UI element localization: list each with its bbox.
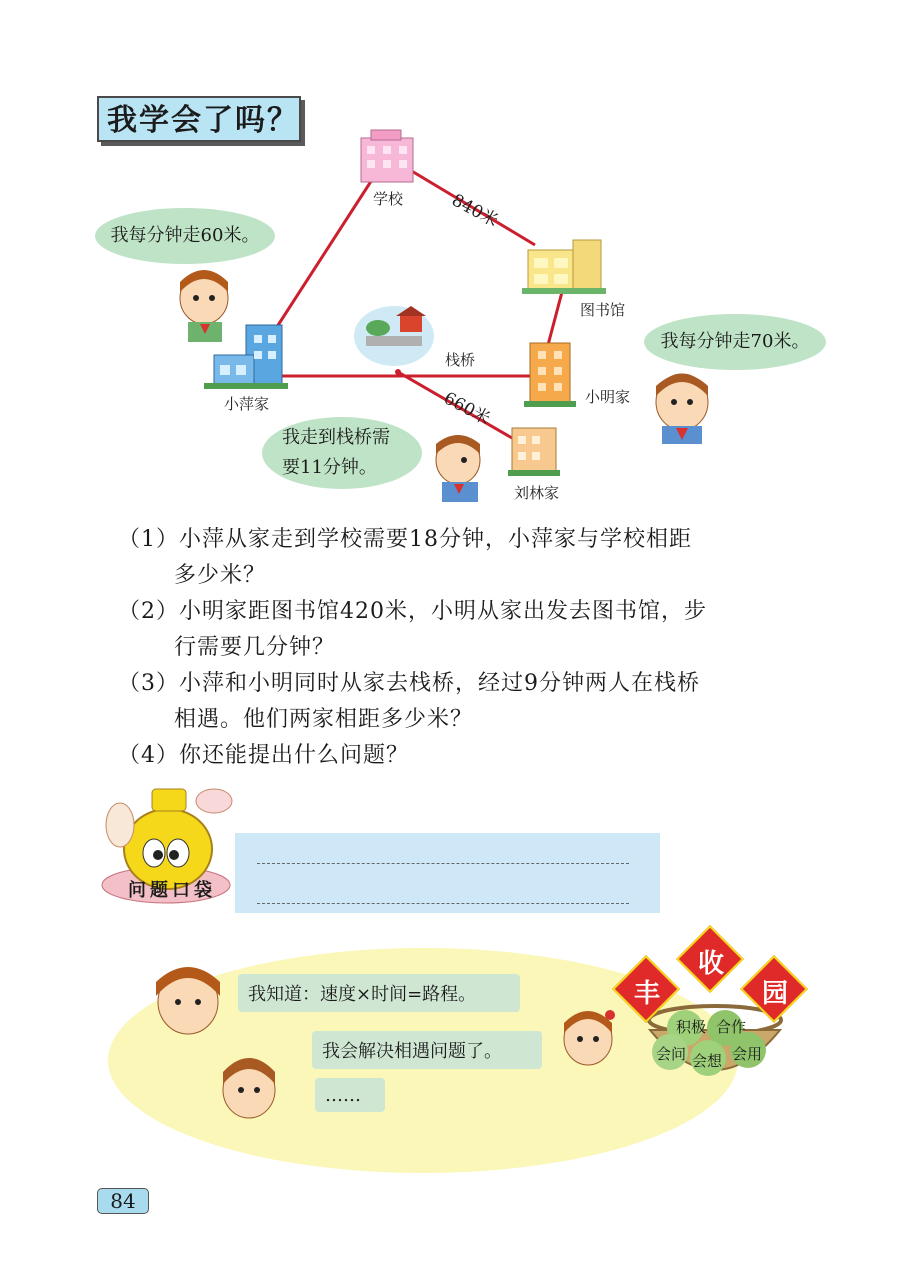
label-bridge: 栈桥 [445,351,476,369]
speech-bubble-boy-right: 我每分钟走70米。 [644,314,826,370]
label-xiaoming-home: 小明家 [585,388,631,406]
bridge-icon [354,306,434,366]
question-1-cont: 多少米？ [174,563,267,588]
question-1 [118,522,798,558]
basket-word-1: 积极 [676,1018,707,1036]
answer-line-2 [257,903,629,904]
question-pocket-area [235,833,660,913]
boy-bottom-character-icon [436,435,480,502]
speech-formula: 我知道：速度×时间=路程。 [238,974,520,1012]
question-number: （4） [118,743,179,768]
distance-school-library: 840米 [448,190,502,232]
label-library: 图书馆 [580,301,626,319]
route-library-xiaoming [548,292,562,345]
banner-char-1: 丰 [633,979,660,1009]
answer-line-1 [257,863,629,864]
basket-word-4: 会想 [692,1052,723,1070]
question-number: （2） [118,599,179,624]
speech-ellipsis: …… [315,1078,385,1112]
boy-harvest-icon [215,1050,285,1130]
question-text: 你还能提出什么问题？ [179,743,410,768]
question-2-cont: 行需要几分钟？ [174,635,336,660]
girl-right-harvest-icon [558,1005,622,1075]
page-number: 84 [97,1188,149,1214]
section-title: 我学会了吗？ [97,96,301,142]
question-number: （1） [118,527,179,552]
label-school: 学校 [373,190,404,208]
speech-bubble-girl: 我每分钟走60米。 [95,208,275,264]
question-3 [118,666,798,702]
basket-word-5: 会用 [732,1045,763,1063]
speech-line-1: 我走到栈桥需 [282,427,390,448]
pocket-label: 问题口袋 [128,880,216,901]
question-text: 小明家距图书馆420米，小明从家出发去图书馆，步 [179,599,707,624]
question-3-cont: 相遇。他们两家相距多少米？ [174,707,474,732]
question-list [118,522,798,774]
girl-character-icon [180,270,228,342]
boy-right-character-icon [656,374,708,444]
speech-bubble-boy-bottom [262,417,422,489]
school-icon [361,130,413,182]
speech-line-2: 要11分钟。 [282,457,377,478]
girl-harvest-icon [150,960,240,1050]
question-4 [118,738,798,774]
basket-word-2: 合作 [716,1018,747,1036]
label-liulin-home: 刘林家 [514,484,560,502]
library-icon [522,240,606,294]
xiaoming-home-icon [524,343,576,407]
question-2 [118,594,798,630]
label-xiaoping-home: 小萍家 [224,395,270,413]
banner-char-3: 园 [761,979,788,1009]
basket-word-3: 会问 [656,1045,687,1063]
banner-char-2: 收 [697,949,724,979]
speech-meeting-problem: 我会解决相遇问题了。 [312,1031,542,1069]
question-text: 小萍从家走到学校需要18分钟，小萍家与学校相距 [179,527,692,552]
distance-bridge-liulin: 660米 [440,388,494,430]
question-text: 小萍和小明同时从家去栈桥，经过9分钟两人在栈桥 [179,671,700,696]
liulin-home-icon [508,428,560,476]
route-map [0,0,904,520]
bridge-marker [395,369,401,375]
question-number: （3） [118,671,179,696]
